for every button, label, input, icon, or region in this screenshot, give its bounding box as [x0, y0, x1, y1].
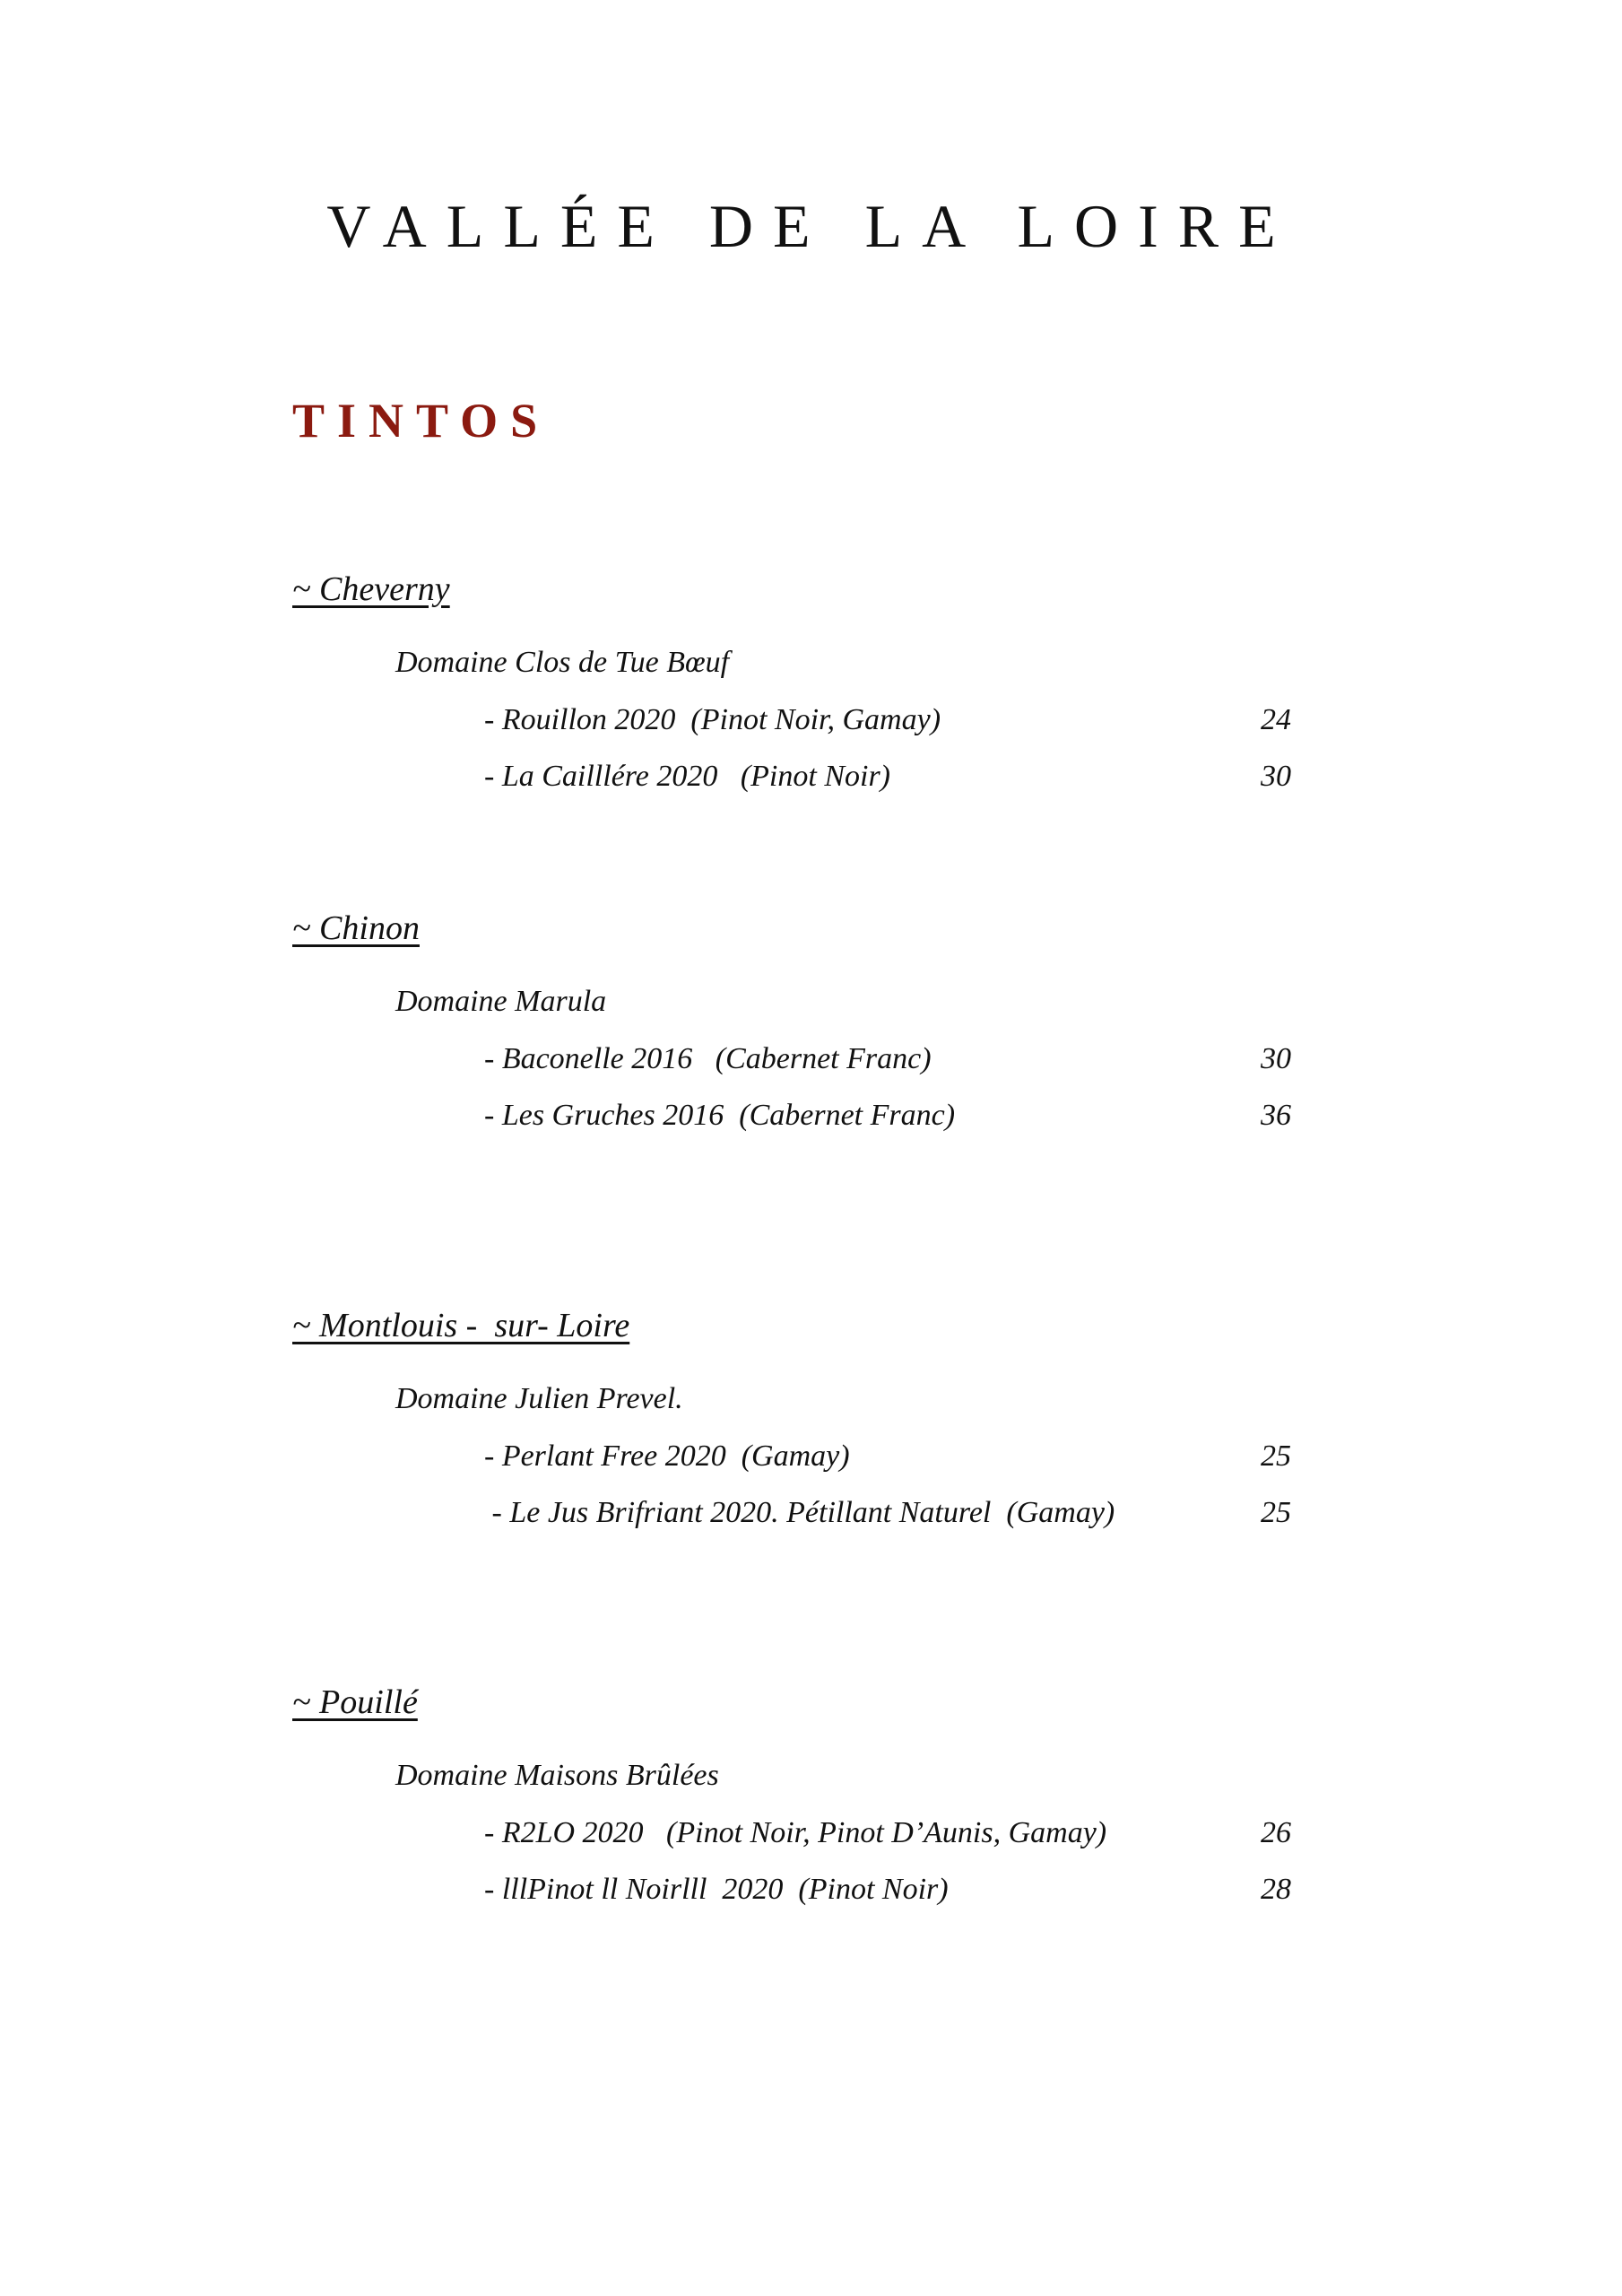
wine-name: - lllPinot ll Noirlll 2020 (Pinot Noir)	[484, 1873, 949, 1906]
producer-name: Domaine Clos de Tue Bœuf	[395, 646, 730, 679]
wine-row	[484, 1100, 1381, 1136]
wine-row	[484, 761, 1381, 797]
wine-row	[484, 1044, 1381, 1080]
region-name: ~ Chinon	[292, 909, 420, 947]
region-chinon	[0, 911, 1622, 1198]
producer-name: Domaine Julien Prevel.	[395, 1382, 683, 1415]
page-title: VALLÉE DE LA LOIRE	[326, 192, 1296, 260]
region-name: ~ Montlouis - sur- Loire	[292, 1307, 630, 1344]
wine-row	[484, 1441, 1381, 1477]
wine-name: - R2LO 2020 (Pinot Noir, Pinot D’Aunis, Gamay)	[484, 1816, 1107, 1849]
producer-name: Domaine Marula	[395, 985, 607, 1018]
wine-price: 30	[1261, 760, 1291, 793]
wine-row	[484, 1874, 1381, 1910]
wine-price: 24	[1261, 703, 1291, 736]
wine-name: - La Cailllére 2020 (Pinot Noir)	[484, 760, 891, 793]
wine-row	[484, 1498, 1381, 1534]
wine-row	[484, 705, 1381, 741]
region-cheverny	[0, 572, 1622, 859]
producer-name: Domaine Maisons Brûlées	[395, 1759, 719, 1792]
wine-price: 26	[1261, 1816, 1291, 1849]
wine-price: 25	[1261, 1439, 1291, 1473]
wine-name: - Rouillon 2020 (Pinot Noir, Gamay)	[484, 703, 941, 736]
wine-row	[484, 1818, 1381, 1854]
wine-price: 36	[1261, 1099, 1291, 1132]
wine-name: - Le Jus Brifriant 2020. Pétillant Naturel (Gamay)	[484, 1496, 1115, 1529]
wine-name: - Perlant Free 2020 (Gamay)	[484, 1439, 850, 1473]
wine-price: 25	[1261, 1496, 1291, 1529]
wine-name: - Baconelle 2016 (Cabernet Franc)	[484, 1042, 932, 1075]
region-name: ~ Cheverny	[292, 570, 450, 608]
region-montlouis-sur-loire	[0, 1309, 1622, 1596]
section-title: TINTOS	[292, 394, 551, 448]
region-pouille	[0, 1685, 1622, 1972]
wine-name: - Les Gruches 2016 (Cabernet Franc)	[484, 1099, 956, 1132]
region-name: ~ Pouillé	[292, 1683, 418, 1721]
wine-price: 30	[1261, 1042, 1291, 1075]
wine-price: 28	[1261, 1873, 1291, 1906]
